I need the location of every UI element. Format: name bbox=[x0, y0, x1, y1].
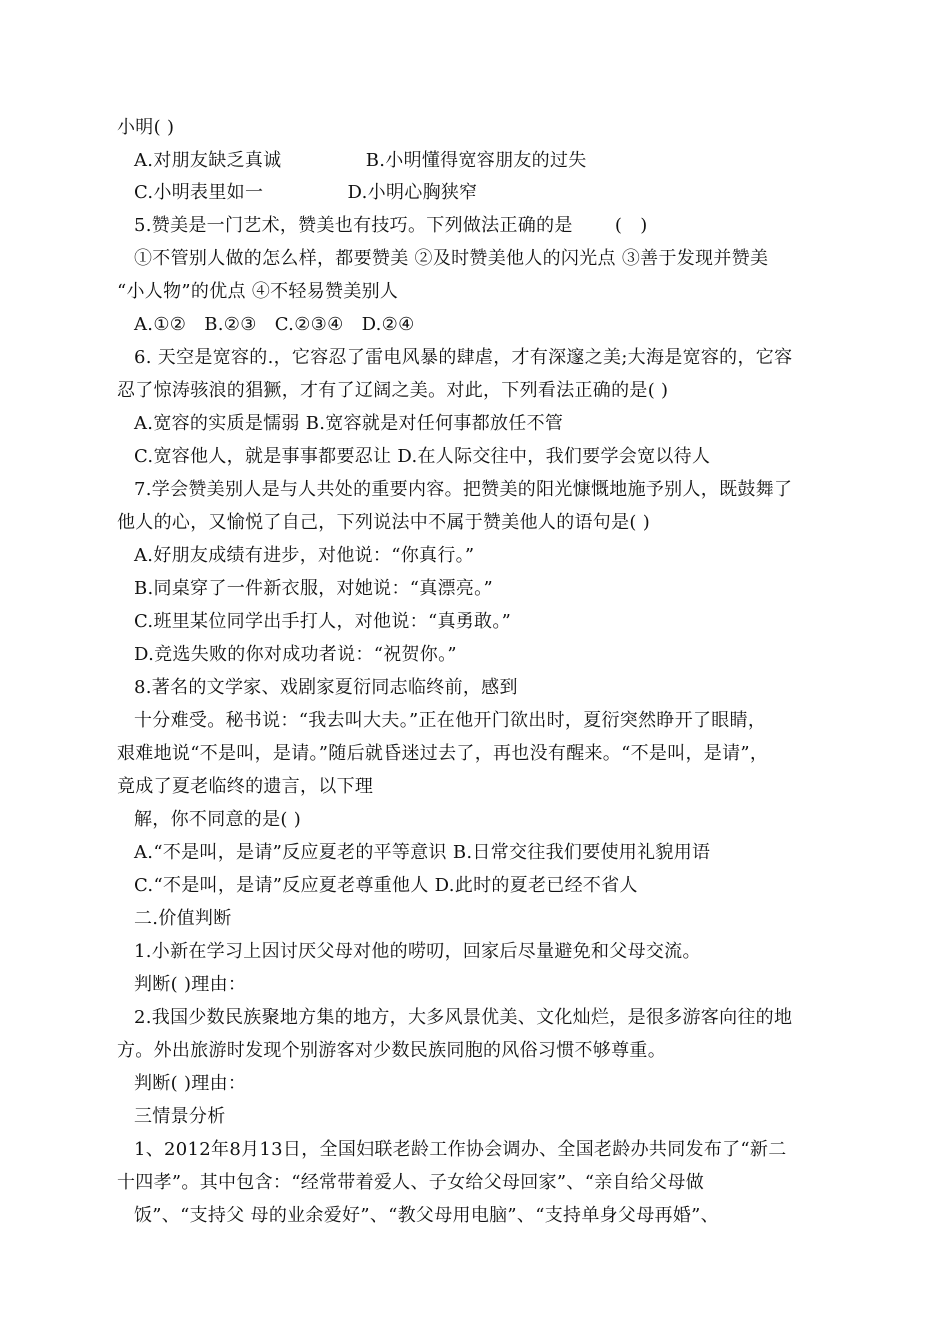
text-line: ①不管别人做的怎么样，都要赞美 ②及时赞美他人的闪光点 ③善于发现并赞美 bbox=[134, 248, 769, 269]
question-line: 2.我国少数民族聚地方集的地方，大多风景优美、文化灿烂，是很多游客向往的地 bbox=[134, 1007, 793, 1028]
question-line: 8.著名的文学家、戏剧家夏衍同志临终前，感到 bbox=[134, 677, 518, 698]
text-line: 竟成了夏老临终的遗言，以下理 bbox=[117, 776, 374, 797]
option-line: A.“不是叫，是请”反应夏老的平等意识 B.日常交往我们要使用礼貌用语 bbox=[134, 842, 711, 863]
option-line: C.班里某位同学出手打人，对他说：“真勇敢。” bbox=[134, 611, 512, 632]
option-line: B.同桌穿了一件新衣服，对她说：“真漂亮。” bbox=[134, 578, 493, 599]
option-line: A.好朋友成绩有进步，对他说：“你真行。” bbox=[134, 545, 475, 566]
answer-line: 判断( )理由： bbox=[134, 974, 247, 995]
text-line: 小明( ) bbox=[117, 117, 175, 138]
question-line: 6. 天空是宽容的.，它容忍了雷电风暴的肆虐，才有深邃之美;大海是宽容的，它容 bbox=[134, 347, 793, 368]
text-line: 十四孝”。其中包含：“经常带着爱人、子女给父母回家”、“亲自给父母做 bbox=[117, 1172, 705, 1193]
text-line: “小人物”的优点 ④不轻易赞美别人 bbox=[117, 281, 399, 302]
section-heading: 二.价值判断 bbox=[134, 908, 232, 929]
text-line: 解，你不同意的是( ) bbox=[134, 809, 302, 830]
option-line: C.“不是叫，是请”反应夏老尊重他人 D.此时的夏老已经不省人 bbox=[134, 875, 638, 896]
section-heading: 三情景分析 bbox=[134, 1106, 226, 1127]
option-line: D.竞选失败的你对成功者说：“祝贺你。” bbox=[134, 644, 457, 665]
option-line: A.对朋友缺乏真诚 B.小明懂得宽容朋友的过失 bbox=[134, 150, 587, 171]
option-line: A.宽容的实质是懦弱 B.宽容就是对任何事都放任不管 bbox=[134, 413, 564, 434]
question-line: 7.学会赞美别人是与人共处的重要内容。把赞美的阳光慷慨地施予别人，既鼓舞了 bbox=[134, 479, 793, 500]
text-line: 方。外出旅游时发现个别游客对少数民族同胞的风俗习惯不够尊重。 bbox=[117, 1040, 666, 1061]
text-line: 艰难地说“不是叫，是请。”随后就昏迷过去了，再也没有醒来。“不是叫，是请”， bbox=[117, 743, 769, 764]
answer-line: 判断( )理由： bbox=[134, 1073, 247, 1094]
option-line: A.①② B.②③ C.②③④ D.②④ bbox=[134, 314, 415, 335]
option-line: C.宽容他人，就是事事都要忍让 D.在人际交往中，我们要学会宽以待人 bbox=[134, 446, 711, 467]
question-line: 5.赞美是一门艺术，赞美也有技巧。下列做法正确的是 ( ) bbox=[134, 215, 648, 236]
text-line: 饭”、“支持父 母的业余爱好”、“教父母用电脑”、“支持单身父母再婚”、 bbox=[134, 1205, 719, 1226]
text-line: 他人的心，又愉悦了自己，下列说法中不属于赞美他人的语句是( ) bbox=[117, 512, 651, 533]
text-line: 忍了惊涛骇浪的猖獗，才有了辽阔之美。对此，下列看法正确的是( ) bbox=[117, 380, 669, 401]
question-line: 1.小新在学习上因讨厌父母对他的唠叨，回家后尽量避免和父母交流。 bbox=[134, 941, 701, 962]
text-line: 十分难受。秘书说：“我去叫大夫。”正在他开门欲出时，夏衍突然睁开了眼睛， bbox=[134, 710, 767, 731]
option-line: C.小明表里如一 D.小明心胸狭窄 bbox=[134, 182, 478, 203]
question-line: 1、2012年8月13日，全国妇联老龄工作协会调办、全国老龄办共同发布了“新二 bbox=[134, 1139, 787, 1160]
